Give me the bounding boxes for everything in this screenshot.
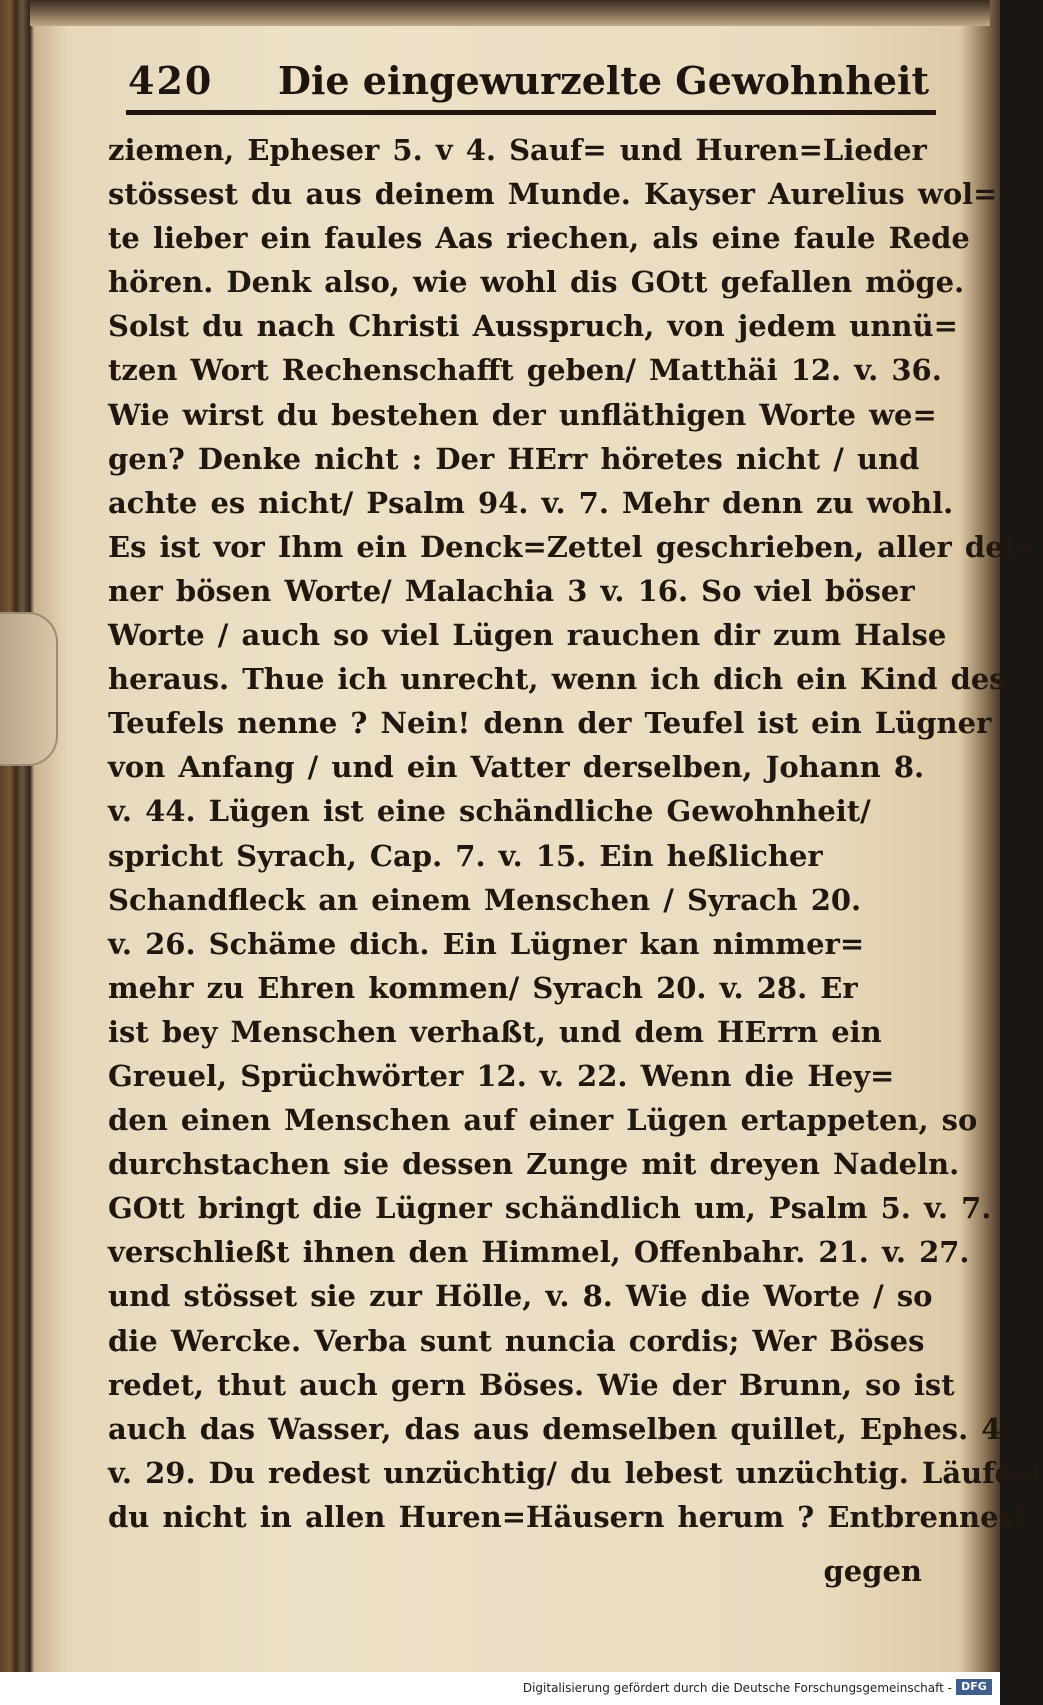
text-line: Schandfleck an einem Menschen / Syrach 20. — [108, 882, 862, 917]
page-top-edge — [30, 0, 990, 26]
text-line: von Anfang / und ein Vatter derselben, Johann 8. — [108, 750, 925, 785]
text-line: Greuel, Sprüchwörter 12. v. 22. Wenn die Hey= — [108, 1058, 895, 1093]
text-line: GOtt bringt die Lügner schändlich um, Psalm 5. v. 7. — [108, 1191, 992, 1226]
text-line: auch das Wasser, das aus demselben quillet, Ephes. 4. — [108, 1411, 1012, 1446]
bookmark-clip — [0, 612, 58, 766]
text-line: gen? Denke nicht : Der HErr höretes nicht / und — [108, 441, 920, 476]
text-line: durchstachen sie dessen Zunge mit dreyen Nadeln. — [108, 1147, 960, 1182]
text-line: Solst du nach Christi Ausspruch, von jedem unnü= — [108, 309, 958, 344]
running-title: Die eingewurzelte Gewohnheit — [278, 58, 930, 103]
text-line: hören. Denk also, wie wohl dis GOtt gefallen möge. — [108, 265, 965, 300]
dfg-logo: DFG — [956, 1679, 992, 1695]
text-line: redet, thut auch gern Böses. Wie der Brunn, so ist — [108, 1367, 955, 1402]
page-number: 420 — [128, 58, 214, 103]
text-line: heraus. Thue ich unrecht, wenn ich dich ein Kind des — [108, 662, 1006, 697]
text-line: verschließt ihnen den Himmel, Offenbahr. 21. v. 27. — [108, 1235, 970, 1270]
text-line: v. 26. Schäme dich. Ein Lügner kan nimmer= — [108, 926, 865, 961]
text-block — [108, 58, 1043, 1588]
text-line: du nicht in allen Huren=Häusern herum ? Entbrennest — [108, 1499, 1029, 1534]
catchword: gegen — [823, 1554, 922, 1588]
text-line: v. 29. Du redest unzüchtig/ du lebest unzüchtig. Läufest — [108, 1455, 1043, 1490]
text-line: achte es nicht/ Psalm 94. v. 7. Mehr denn zu wohl. — [108, 485, 954, 520]
text-line: mehr zu Ehren kommen/ Syrach 20. v. 28. Er — [108, 970, 858, 1005]
text-line: stössest du aus deinem Munde. Kayser Aurelius wol= — [108, 177, 998, 212]
header-rule — [126, 110, 936, 115]
text-line: ner bösen Worte/ Malachia 3 v. 16. So viel böser — [108, 573, 915, 608]
text-line: v. 44. Lügen ist eine schändliche Gewohnheit/ — [108, 794, 871, 829]
text-line: Teufels nenne ? Nein! denn der Teufel ist ein Lügner — [108, 706, 992, 741]
text-line: und stösset sie zur Hölle, v. 8. Wie die Worte / so — [108, 1279, 933, 1314]
text-line: den einen Menschen auf einer Lügen ertappeten, so — [108, 1103, 978, 1138]
text-line: spricht Syrach, Cap. 7. v. 15. Ein heßlicher — [108, 838, 823, 873]
body-text — [108, 128, 1043, 1539]
text-line: te lieber ein faules Aas riechen, als eine faule Rede — [108, 221, 970, 256]
text-line: Worte / auch so viel Lügen rauchen dir zum Halse — [108, 618, 947, 653]
text-line: ist bey Menschen verhaßt, und dem HErrn ein — [108, 1014, 882, 1049]
funding-credit: Digitalisierung gefördert durch die Deutsche Forschungsgemeinschaft - — [522, 1681, 952, 1695]
text-line: Es ist vor Ihm ein Denck=Zettel geschrieben, aller dei= — [108, 529, 1039, 564]
digitization-footer — [0, 1672, 1000, 1705]
text-line: die Wercke. Verba sunt nuncia cordis; Wer Böses — [108, 1323, 925, 1358]
text-line: Wie wirst du bestehen der unfläthigen Worte we= — [108, 397, 937, 432]
text-line: tzen Wort Rechenschafft geben/ Matthäi 12. v. 36. — [108, 353, 942, 388]
page-header — [108, 58, 938, 110]
text-line: ziemen, Epheser 5. v 4. Sauf= und Huren=Lieder — [108, 133, 927, 167]
